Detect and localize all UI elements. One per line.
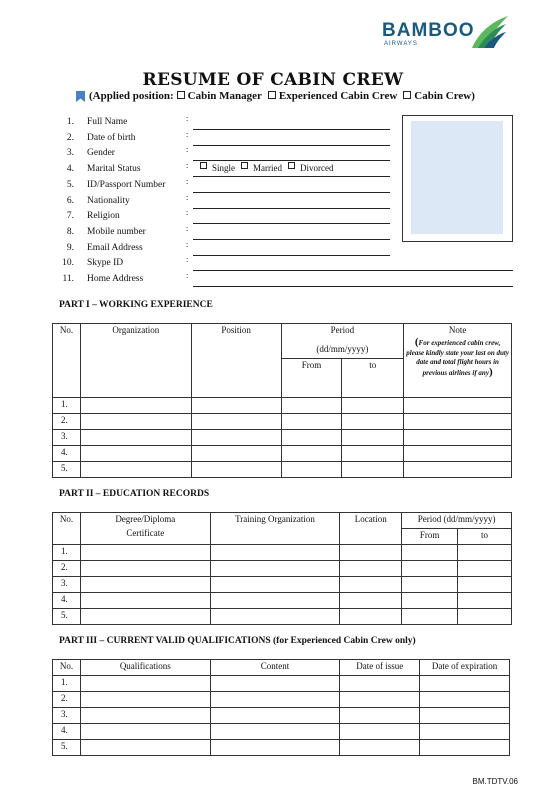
cell[interactable] (80, 740, 210, 756)
cell[interactable] (80, 430, 191, 446)
cell[interactable] (210, 676, 340, 692)
table-row (53, 708, 510, 724)
cell[interactable] (458, 577, 512, 593)
col-date-of-expiration: Date of expiration (420, 660, 510, 676)
col-from: From (281, 359, 342, 398)
cell[interactable] (80, 692, 210, 708)
id-passport-input[interactable] (193, 192, 390, 193)
option-single: Single (212, 163, 236, 174)
cell[interactable] (210, 561, 340, 577)
part1-title: PART I – WORKING EXPERIENCE (59, 300, 213, 310)
cell[interactable] (404, 414, 512, 430)
field-number: 1. (66, 117, 74, 127)
col-training-organization: Training Organization (210, 513, 340, 545)
col-content: Content (210, 660, 340, 676)
cell[interactable] (210, 609, 340, 625)
col-date-of-issue: Date of issue (340, 660, 420, 676)
field-colon: : (186, 223, 189, 233)
cell[interactable] (191, 430, 281, 446)
col-no: No. (53, 660, 81, 676)
cell[interactable] (80, 676, 210, 692)
cell[interactable] (340, 561, 402, 577)
row-number: 3. (53, 708, 81, 724)
cell[interactable] (80, 593, 210, 609)
form-code: BM.TDTV.06 (472, 777, 518, 786)
row-number: 5. (53, 740, 81, 756)
field-number: 4. (66, 164, 74, 175)
field-label: Religion (87, 211, 120, 222)
photo-box[interactable] (402, 115, 513, 242)
cabin-crew-checkbox[interactable] (403, 91, 411, 99)
cell[interactable] (210, 724, 340, 740)
field-colon: : (186, 114, 189, 123)
cell[interactable] (340, 740, 420, 756)
cell[interactable] (402, 561, 458, 577)
cell[interactable] (191, 446, 281, 462)
cell[interactable] (342, 414, 404, 430)
email-input[interactable] (193, 255, 390, 256)
field-label: Home Address (87, 274, 144, 284)
bamboo-leaf-icon (468, 14, 510, 50)
photo-placeholder (411, 121, 503, 234)
table-row (53, 692, 510, 708)
col-qualifications: Qualifications (80, 660, 210, 676)
field-colon: : (186, 192, 189, 202)
note-header: Note (448, 325, 467, 335)
nationality-input[interactable] (193, 208, 390, 209)
applied-position (76, 90, 475, 102)
cabin-manager-checkbox[interactable] (177, 91, 185, 99)
single-checkbox[interactable] (200, 162, 207, 169)
cell[interactable] (281, 414, 342, 430)
note-detail: (For experienced cabin crew, please kindly state your last on duty date and total flight hours in previous airlines if any) (406, 336, 509, 378)
cell[interactable] (458, 545, 512, 561)
working-experience-table (52, 323, 512, 478)
cell[interactable] (420, 708, 510, 724)
cell[interactable] (340, 708, 420, 724)
field-number: 5. (66, 179, 74, 190)
cell[interactable] (80, 462, 191, 478)
cell[interactable] (191, 398, 281, 414)
cell[interactable] (458, 561, 512, 577)
row-number: 1. (53, 398, 81, 414)
field-number: 10. (62, 258, 74, 269)
skype-id-input[interactable] (193, 270, 513, 271)
cell[interactable] (191, 462, 281, 478)
cell[interactable] (80, 398, 191, 414)
full-name-input[interactable] (193, 129, 390, 130)
cell[interactable] (402, 545, 458, 561)
cell[interactable] (420, 676, 510, 692)
table-row (53, 676, 510, 692)
cell[interactable] (191, 414, 281, 430)
bamboo-airways-logo (380, 14, 510, 54)
option-cabin-manager: Cabin Manager (187, 90, 262, 102)
col-no: No. (53, 513, 81, 545)
date-of-birth-input[interactable] (193, 145, 390, 146)
row-number: 2. (53, 414, 81, 430)
cell[interactable] (340, 545, 402, 561)
field-number: 11. (62, 274, 74, 284)
cell[interactable] (340, 676, 420, 692)
table-row (53, 545, 512, 561)
table-row (53, 414, 512, 430)
cell[interactable] (340, 593, 402, 609)
logo-sub: AIRWAYS (384, 41, 418, 47)
cell[interactable] (342, 462, 404, 478)
degree-label: Degree/Diploma (115, 514, 176, 524)
field-label: Full Name (87, 117, 128, 127)
cell[interactable] (404, 398, 512, 414)
table-row (53, 609, 512, 625)
col-period: Period (281, 324, 404, 344)
table-row (53, 593, 512, 609)
table-row (53, 561, 512, 577)
table-row (53, 740, 510, 756)
col-location: Location (340, 513, 402, 545)
education-records-table (52, 512, 512, 625)
table-row (53, 577, 512, 593)
cell[interactable] (342, 398, 404, 414)
col-position: Position (191, 324, 281, 398)
qualifications-table (52, 659, 510, 756)
cell[interactable] (404, 430, 512, 446)
cell[interactable] (281, 430, 342, 446)
field-colon: : (186, 129, 189, 139)
marital-status-line (193, 176, 390, 177)
cell[interactable] (210, 577, 340, 593)
cell[interactable] (340, 577, 402, 593)
col-degree (80, 513, 210, 545)
cell[interactable] (402, 593, 458, 609)
option-divorced: Divorced (300, 163, 334, 174)
col-to: to (458, 529, 512, 545)
field-colon: : (186, 271, 189, 280)
certificate-label: Certificate (126, 528, 165, 538)
cell[interactable] (420, 692, 510, 708)
bookmark-icon (76, 91, 85, 102)
note-detail-text: For experienced cabin crew, please kindly state your last on duty date and total flight hours in previous airlines if any (406, 339, 509, 377)
field-colon: : (186, 239, 189, 249)
col-to: to (342, 359, 404, 398)
row-number: 3. (53, 577, 81, 593)
cell[interactable] (342, 430, 404, 446)
row-number: 2. (53, 692, 81, 708)
cell[interactable] (404, 446, 512, 462)
cell[interactable] (281, 462, 342, 478)
field-colon: : (186, 161, 189, 171)
col-no: No. (53, 324, 81, 398)
field-label: Date of birth (87, 132, 136, 143)
cell[interactable] (420, 724, 510, 740)
col-note (404, 324, 512, 398)
row-number: 4. (53, 446, 81, 462)
cell[interactable] (458, 593, 512, 609)
table-row (53, 398, 512, 414)
table-row (53, 462, 512, 478)
field-label: Gender (87, 148, 115, 159)
cell[interactable] (210, 593, 340, 609)
cell[interactable] (80, 414, 191, 430)
cell[interactable] (210, 740, 340, 756)
field-colon: : (186, 208, 189, 218)
cell[interactable] (210, 545, 340, 561)
row-number: 1. (53, 676, 81, 692)
cell[interactable] (281, 446, 342, 462)
row-number: 4. (53, 724, 81, 740)
row-number: 1. (53, 545, 81, 561)
married-checkbox[interactable] (241, 162, 248, 169)
home-address-input[interactable] (193, 286, 513, 287)
cell[interactable] (340, 692, 420, 708)
divorced-checkbox[interactable] (288, 162, 295, 169)
cell[interactable] (458, 609, 512, 625)
field-colon: : (186, 145, 189, 155)
field-label: Nationality (87, 195, 130, 206)
cell[interactable] (404, 462, 512, 478)
part2-title: PART II – EDUCATION RECORDS (59, 489, 210, 499)
logo-name: BAMBOO (382, 20, 475, 41)
field-colon: : (186, 176, 189, 186)
field-number: 6. (66, 195, 74, 206)
cell[interactable] (210, 708, 340, 724)
field-label: Email Address (87, 242, 143, 253)
field-number: 2. (66, 132, 74, 143)
field-number: 7. (66, 211, 74, 222)
row-number: 5. (53, 462, 81, 478)
mobile-number-input[interactable] (193, 239, 390, 240)
field-number: 8. (66, 226, 74, 237)
cell[interactable] (342, 446, 404, 462)
cell[interactable] (80, 446, 191, 462)
part3-title: PART III – CURRENT VALID QUALIFICATIONS (for Experienced Cabin Crew only) (59, 636, 416, 646)
page-title: RESUME OF CABIN CREW (142, 70, 404, 90)
cell[interactable] (80, 545, 210, 561)
option-married: Married (253, 163, 283, 174)
row-number: 3. (53, 430, 81, 446)
table-row (53, 430, 512, 446)
cell[interactable] (420, 740, 510, 756)
row-number: 4. (53, 593, 81, 609)
field-colon: : (186, 255, 189, 265)
cell[interactable] (340, 609, 402, 625)
cell[interactable] (281, 398, 342, 414)
field-label: Mobile number (87, 226, 146, 237)
marital-status-options (200, 163, 338, 173)
experienced-cabin-crew-checkbox[interactable] (268, 91, 276, 99)
cell[interactable] (80, 724, 210, 740)
col-from: From (402, 529, 458, 545)
col-organization: Organization (80, 324, 191, 398)
option-experienced-cabin-crew: Experienced Cabin Crew (278, 90, 398, 102)
row-number: 5. (53, 609, 81, 625)
option-cabin-crew: Cabin Crew) (414, 90, 475, 102)
applied-position-prefix: (Applied position: (89, 90, 174, 102)
cell[interactable] (402, 577, 458, 593)
cell[interactable] (80, 708, 210, 724)
field-number: 3. (66, 148, 74, 159)
cell[interactable] (80, 561, 210, 577)
table-row (53, 446, 512, 462)
row-number: 2. (53, 561, 81, 577)
cell[interactable] (340, 724, 420, 740)
cell[interactable] (402, 609, 458, 625)
field-number: 9. (66, 242, 74, 253)
cell[interactable] (80, 577, 210, 593)
col-period-format: (dd/mm/yyyy) (281, 344, 404, 359)
col-period: Period (dd/mm/yyyy) (402, 513, 512, 529)
field-label: Marital Status (87, 164, 141, 175)
cell[interactable] (80, 609, 210, 625)
table-row (53, 724, 510, 740)
field-label: Skype ID (87, 258, 124, 269)
religion-input[interactable] (193, 223, 390, 224)
cell[interactable] (210, 692, 340, 708)
field-label: ID/Passport Number (87, 179, 166, 190)
